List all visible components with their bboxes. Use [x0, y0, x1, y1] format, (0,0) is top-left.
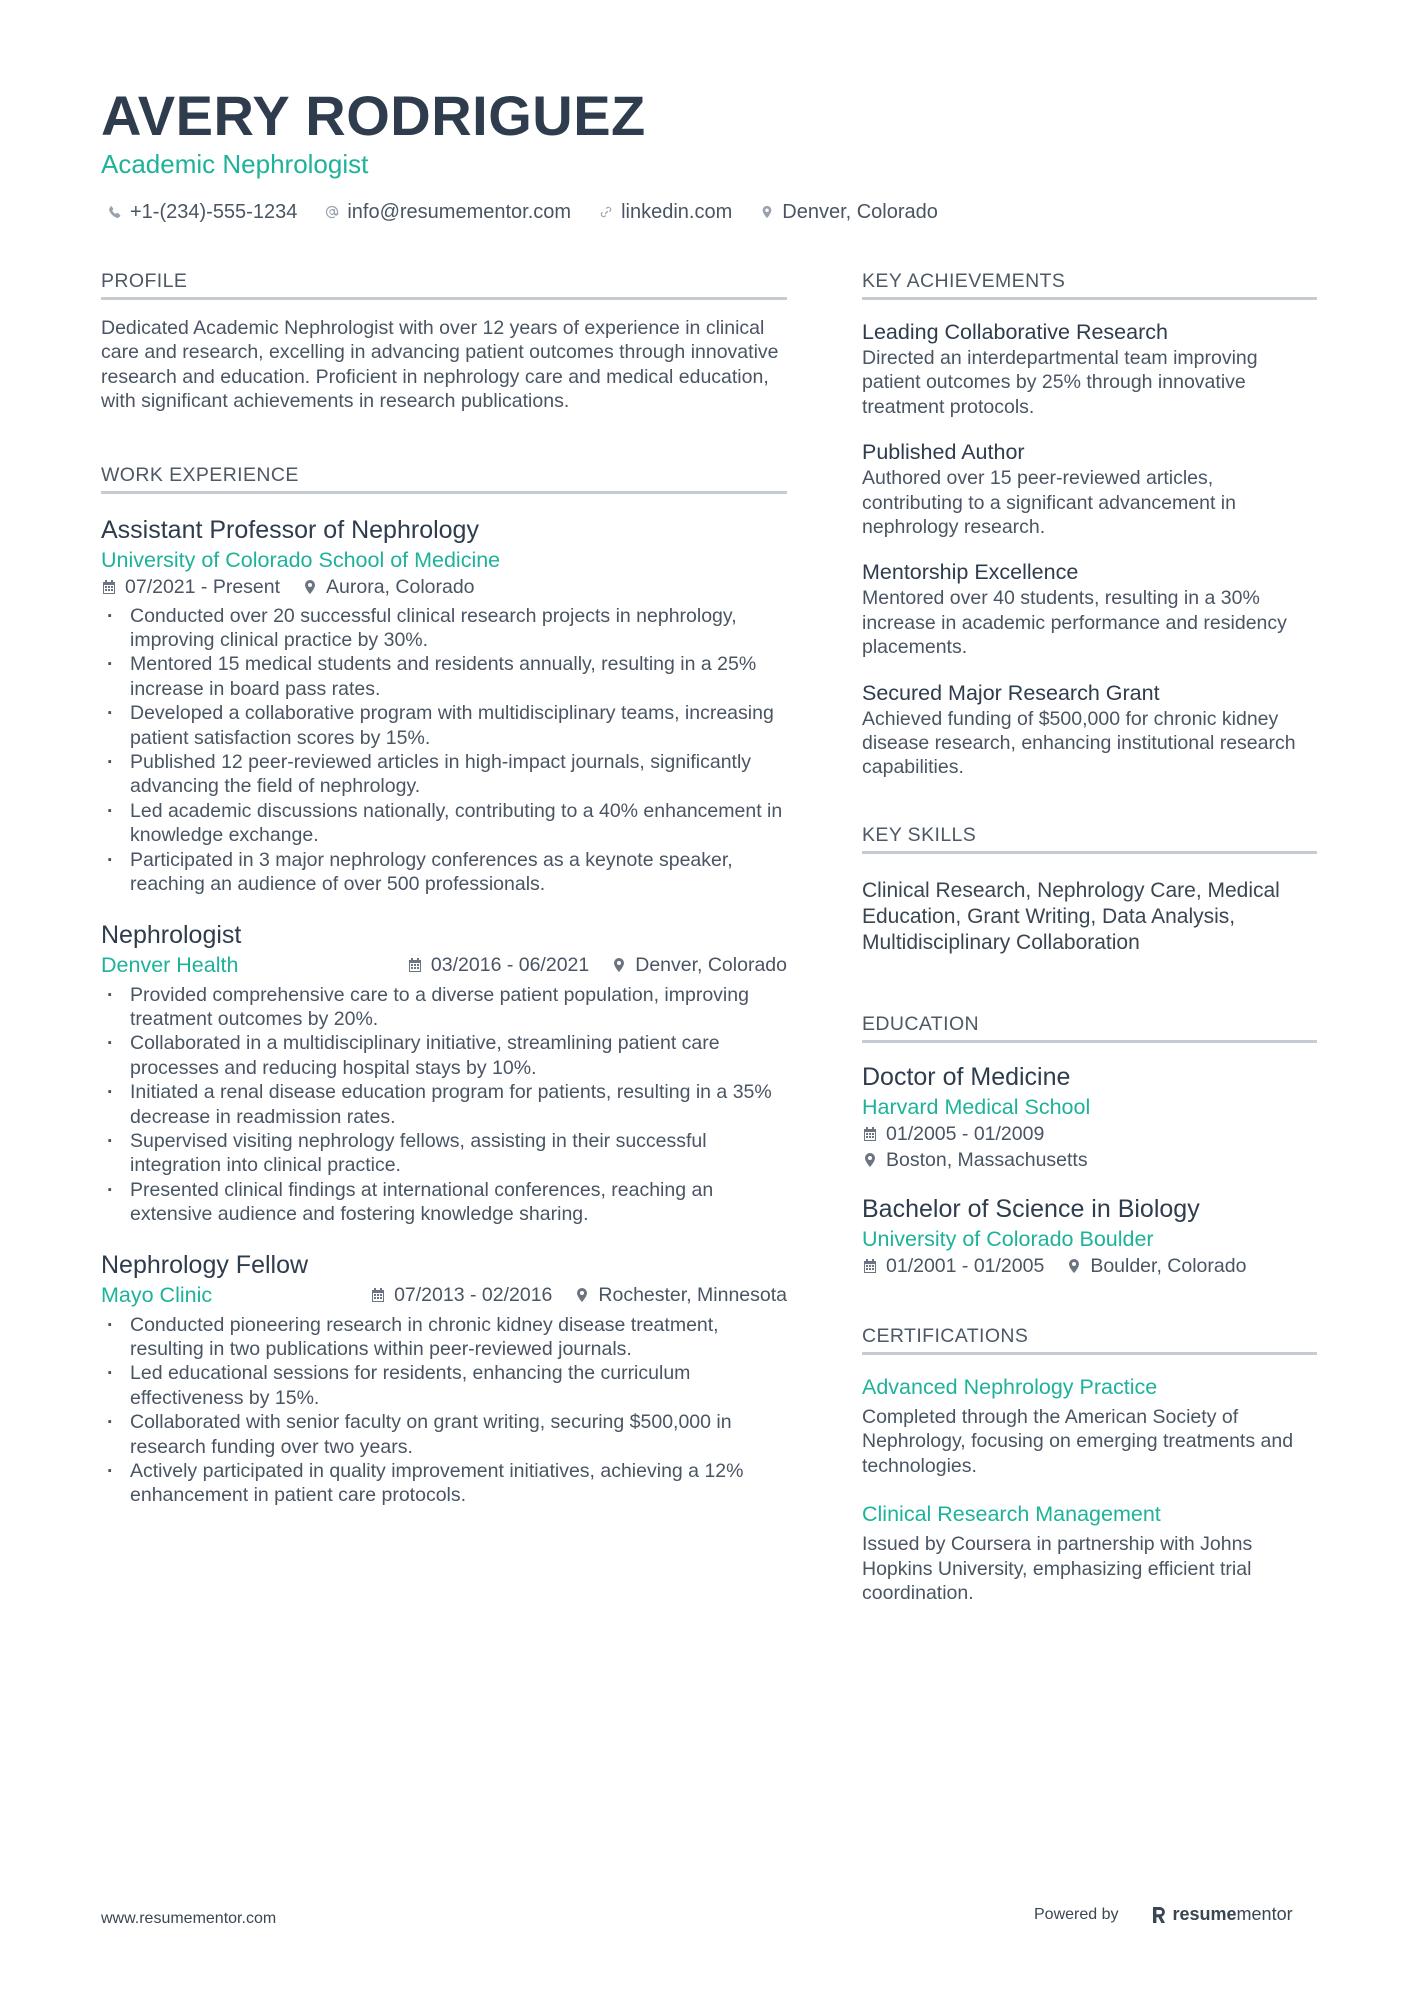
- powered-by-label: Powered by: [1034, 1905, 1119, 1923]
- contact-bar: [108, 198, 938, 226]
- achievement-item: [862, 558, 1317, 659]
- achievement-text: Directed an interdepartmental team improving patient outcomes by 25% through innovative treatment protocols.: [862, 347, 1258, 418]
- job-location: [302, 574, 475, 600]
- job-dates-text: 07/2021 - Present: [125, 575, 281, 598]
- certifications-section: [862, 1323, 1317, 1605]
- job-org-row: [101, 951, 787, 979]
- achievement-text: Mentored over 40 students, resulting in a 30% increase in academic performance and residency placements.: [862, 587, 1287, 659]
- skills-text: Clinical Research, Nephrology Care, Medical Education, Grant Writing, Data Analysis, Multidisciplinary Collaboration: [862, 878, 1280, 954]
- job-location-text: Aurora, Colorado: [326, 575, 475, 598]
- job-dates: [101, 574, 280, 600]
- job-title: Nephrologist: [101, 920, 242, 949]
- job-bullets: [101, 983, 787, 1227]
- job-meta: [101, 574, 787, 600]
- email-text: info@resumementor.com: [347, 201, 572, 223]
- job-dates-text: 03/2016 - 06/2021: [430, 953, 590, 976]
- list-item: · Conducted over 20 successful clinical research projects in nephrology, improving clinical practice by 30%.: [101, 604, 787, 653]
- candidate-title: Academic Nephrologist: [101, 149, 369, 179]
- job-location-text: Rochester, Minnesota: [598, 1283, 787, 1306]
- list-item: · Provided comprehensive care to a diverse patient population, improving treatment outcomes by 20%.: [101, 983, 787, 1032]
- education-dates-text: 01/2001 - 01/2005: [886, 1254, 1045, 1277]
- list-item: · Actively participated in quality improvement initiatives, achieving a 12% enhancement in patient care protocols.: [101, 1459, 787, 1508]
- education-dates: [862, 1121, 1317, 1147]
- at-icon: [325, 205, 339, 219]
- education-location-wrap: [862, 1147, 1088, 1173]
- school-name: Harvard Medical School: [862, 1094, 1091, 1119]
- job-title: Assistant Professor of Nephrology: [101, 515, 479, 544]
- certification-item: [862, 1500, 1317, 1605]
- achievement-title: Published Author: [862, 440, 1025, 465]
- job-bullets: [101, 604, 787, 897]
- education-dates-wrap: [862, 1121, 1044, 1147]
- linkedin-text: linkedin.com: [621, 201, 733, 223]
- job-location: [574, 1282, 787, 1308]
- location-pin-icon: [611, 957, 627, 973]
- skills-heading: KEY SKILLS: [862, 822, 1317, 854]
- calendar-icon: [370, 1287, 386, 1303]
- education-heading: EDUCATION: [862, 1011, 1317, 1043]
- certification-title: Clinical Research Management: [862, 1502, 1161, 1527]
- job-organization: University of Colorado School of Medicine: [101, 547, 501, 572]
- achievement-title: Secured Major Research Grant: [862, 680, 1160, 705]
- footer-brand: [1034, 1904, 1293, 1925]
- achievement-item: [862, 679, 1317, 780]
- certification-text: Completed through the American Society of Nephrology, focusing on emerging treatments and technologies.: [862, 1405, 1294, 1477]
- contact-email[interactable]: [325, 198, 571, 226]
- list-item: · Published 12 peer-reviewed articles in high-impact journals, significantly advancing the field of nephrology.: [101, 750, 787, 799]
- degree-title: Bachelor of Science in Biology: [862, 1194, 1200, 1223]
- location-pin-icon: [760, 205, 774, 219]
- job-location: [611, 952, 787, 978]
- education-meta: [862, 1253, 1317, 1279]
- job-org-row: [101, 1281, 787, 1309]
- contact-linkedin[interactable]: [599, 198, 732, 226]
- job-entry: [101, 919, 787, 1227]
- job-entry: [101, 514, 787, 897]
- location-pin-icon: [862, 1152, 878, 1168]
- job-bullets: [101, 1313, 787, 1508]
- calendar-icon: [862, 1258, 878, 1274]
- certification-text: Issued by Coursera in partnership with Johns Hopkins University, emphasizing efficient trial coordination.: [862, 1533, 1253, 1604]
- contact-location: [760, 198, 938, 226]
- list-item: · Led academic discussions nationally, contributing to a 40% enhancement in knowledge exchange.: [101, 799, 787, 848]
- footer-website[interactable]: www.resumementor.com: [101, 1910, 277, 1927]
- achievement-text: Authored over 15 peer-reviewed articles, contributing to a significant advancement in nephrology research.: [862, 467, 1236, 539]
- brand-thin: mentor: [1236, 1904, 1293, 1924]
- location-pin-icon: [574, 1287, 590, 1303]
- degree-title: Doctor of Medicine: [862, 1062, 1071, 1091]
- list-item: · Developed a collaborative program with multidisciplinary teams, increasing patient satisfaction scores by 15%.: [101, 701, 787, 750]
- education-item: [862, 1061, 1317, 1173]
- calendar-icon: [407, 957, 423, 973]
- job-organization: Denver Health: [101, 952, 239, 977]
- job-dates: [407, 952, 589, 978]
- education-dates-wrap: [862, 1253, 1044, 1279]
- job-dates-text: 07/2013 - 02/2016: [394, 1283, 553, 1306]
- calendar-icon: [101, 579, 117, 595]
- school-name: University of Colorado Boulder: [862, 1226, 1154, 1251]
- resumementor-logo-icon: [1151, 1905, 1167, 1925]
- list-item: · Conducted pioneering research in chronic kidney disease treatment, resulting in two publications within peer-reviewed journals.: [101, 1313, 787, 1362]
- job-meta: [407, 952, 787, 978]
- experience-section: [101, 462, 787, 1508]
- link-icon: [599, 205, 613, 219]
- education-location-wrap: [1066, 1253, 1246, 1279]
- location-pin-icon: [302, 579, 318, 595]
- list-item: · Collaborated with senior faculty on grant writing, securing $500,000 in research funding over two years.: [101, 1410, 787, 1459]
- certification-item: [862, 1373, 1317, 1478]
- education-item: [862, 1193, 1317, 1279]
- achievement-text: Achieved funding of $500,000 for chronic kidney disease research, enhancing institutional research capabilities.: [862, 707, 1296, 779]
- list-item: · Mentored 15 medical students and residents annually, resulting in a 25% increase in board pass rates.: [101, 652, 787, 701]
- skills-section: [862, 822, 1317, 956]
- contact-phone[interactable]: [108, 198, 297, 226]
- location-text: Denver, Colorado: [782, 201, 938, 223]
- achievement-item: [862, 318, 1317, 419]
- list-item: · Led educational sessions for residents, enhancing the curriculum effectiveness by 15%.: [101, 1361, 787, 1410]
- certification-title: Advanced Nephrology Practice: [862, 1374, 1158, 1399]
- job-meta: [370, 1282, 787, 1308]
- profile-section: [101, 268, 787, 414]
- achievements-section: [862, 268, 1317, 780]
- job-title: Nephrology Fellow: [101, 1250, 309, 1279]
- job-organization: Mayo Clinic: [101, 1282, 213, 1307]
- calendar-icon: [862, 1126, 878, 1142]
- certifications-heading: CERTIFICATIONS: [862, 1323, 1317, 1355]
- education-dates-text: 01/2005 - 01/2009: [886, 1122, 1045, 1145]
- achievement-title: Leading Collaborative Research: [862, 320, 1168, 344]
- brand-bold: resume: [1172, 1904, 1237, 1924]
- education-location-text: Boston, Massachusetts: [886, 1148, 1088, 1171]
- list-item: · Collaborated in a multidisciplinary initiative, streamlining patient care processes and reducing hospital stays by 10%.: [101, 1031, 787, 1080]
- list-item: · Initiated a renal disease education program for patients, resulting in a 35% decrease in readmission rates.: [101, 1080, 787, 1129]
- education-location-text: Boulder, Colorado: [1090, 1254, 1247, 1277]
- education-section: [862, 1011, 1317, 1279]
- job-entry: [101, 1249, 787, 1508]
- phone-icon: [108, 205, 122, 219]
- list-item: · Participated in 3 major nephrology conferences as a keynote speaker, reaching an audience of over 500 professionals.: [101, 848, 787, 897]
- phone-text: +1-(234)-555-1234: [130, 201, 298, 223]
- list-item: · Presented clinical findings at international conferences, reaching an extensive audience and fostering knowledge sharing.: [101, 1178, 787, 1227]
- resumementor-logo[interactable]: [1151, 1904, 1293, 1925]
- left-column: [101, 268, 787, 1508]
- profile-text: Dedicated Academic Nephrologist with over 12 years of experience in clinical care and research, excelling in advancing patient outcomes through innovative research and education. Proficient in nephrology care and medical education, with significant achievements in research publications.: [101, 317, 779, 413]
- achievement-item: [862, 438, 1317, 539]
- candidate-name: AVERY RODRIGUEZ: [101, 84, 646, 147]
- achievement-title: Mentorship Excellence: [862, 560, 1079, 585]
- job-dates: [370, 1282, 552, 1308]
- location-pin-icon: [1066, 1258, 1082, 1274]
- job-location-text: Denver, Colorado: [635, 953, 787, 976]
- experience-heading: WORK EXPERIENCE: [101, 462, 787, 494]
- profile-heading: PROFILE: [101, 268, 787, 300]
- education-location: [862, 1147, 1317, 1173]
- list-item: · Supervised visiting nephrology fellows, assisting in their successful integration into clinical practice.: [101, 1129, 787, 1178]
- achievements-heading: KEY ACHIEVEMENTS: [862, 268, 1317, 300]
- right-column: [862, 268, 1317, 1605]
